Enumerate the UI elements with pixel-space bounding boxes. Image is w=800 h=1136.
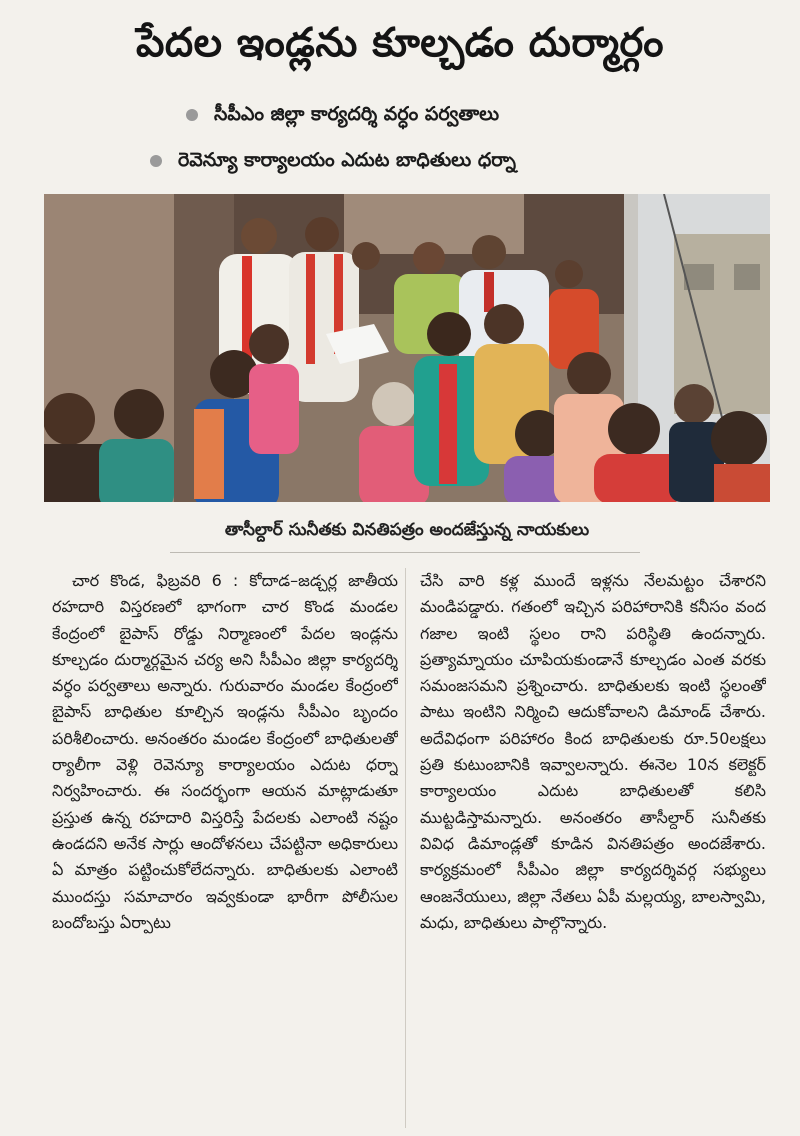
column-divider bbox=[405, 568, 406, 1128]
bullet-dot-icon bbox=[186, 109, 198, 121]
article-column-right bbox=[420, 568, 766, 1128]
photo-caption: తాసీల్దార్ సునీతకు వినతిపత్రం అందజేస్తున్న నాయకులు bbox=[224, 520, 590, 540]
subhead-text: సీపీఎం జిల్లా కార్యదర్శి వర్ధం పర్వతాలు bbox=[214, 103, 500, 125]
article-column-left bbox=[52, 568, 398, 1128]
headline: పేదల ఇండ్లను కూల్చడం దుర్మార్గం bbox=[135, 20, 665, 66]
bullet-dot-icon bbox=[150, 155, 162, 167]
caption-divider bbox=[170, 552, 640, 553]
subhead-2 bbox=[150, 140, 516, 180]
body-text-left: చార కొండ, ఫిబ్రవరి 6 : కోదాడ–జడ్చర్ల జాతీయ రహదారి విస్తరణలో భాగంగా చార కొండ మండల కేంద్రంలో బైపాస్ రోడ్డు నిర్మాణంలో పేదల ఇండ్లను కూల్చడం దుర్మార్గమైన చర్య అని సీపీఎం జిల్లా కార్యదర్శి వర్ధం పర్వతాలు అన్నారు. గురువారం మండల కేంద్రంలో బైపాస్ బాధితుల కూల్చిన ఇండ్లను సీపీఎం బృందం పరిశీలించారు. అనంతరం మండల కేంద్రంలో బాధితులతో ర్యాలీగా వెళ్లి రెవెన్యూ కార్యాలయం ఎదుట ధర్నా నిర్వహించారు. ఈ సందర్భంగా ఆయన మాట్లాడుతూ ప్రస్తుత ఉన్న రహదారి విస్తరిస్తే పేదలకు ఎలాంటి నష్టం ఉండదని అనేక సార్లు ఆందోళనలు చేపట్టినా అధికారులు ఏ మాత్రం పట్టించుకోలేదన్నారు. బాధితులకు ఎలాంటి ముందస్తు సమాచారం ఇవ్వకుండా భారీగా పోలీసుల బందోబస్తు ఏర్పాటు bbox=[52, 571, 398, 932]
subhead-text: రెవెన్యూ కార్యాలయం ఎదుట బాధితులు ధర్నా bbox=[178, 149, 517, 171]
news-photo bbox=[44, 194, 770, 502]
subhead-1 bbox=[186, 94, 499, 134]
protest-photo-illustration bbox=[44, 194, 770, 502]
body-text-right: చేసి వారి కళ్ల ముందే ఇళ్లను నేలమట్టం చేశారని మండిపడ్డారు. గతంలో ఇచ్చిన పరిహారానికి కనీసం వంద గజాల ఇంటి స్థలం రాని పరిస్థితి ఉందన్నారు. ప్రత్యామ్నాయం చూపియకుండానే కూల్చడం ఎంత వరకు సమంజసమని ప్రశ్నించారు. బాధితులకు ఇంటి స్థలంతో పాటు ఇంటిని నిర్మించి ఆదుకోవాలని డిమాండ్ చేశారు. అదేవిధంగా పరిహారం కింద బాధితులకు రూ.50లక్షలు ప్రతి కుటుంబానికి ఇవ్వాలన్నారు. ఈనెల 10న కలెక్టర్ కార్యాలయం ఎదుట బాధితులతో కలిసి ముట్టడిస్తామన్నారు. అనంతరం తాసీల్దార్ సునీతకు వివిధ డిమాండ్లతో కూడిన వినతిపత్రం అందజేశారు. కార్యక్రమంలో సీపీఎం జిల్లా కార్యదర్శివర్గ సభ్యులు ఆంజనేయులు, జిల్లా నేతలు ఏపీ మల్లయ్య, బాలస్వామి, మధు, బాధితులు పాల్గొన్నారు. bbox=[420, 571, 766, 932]
